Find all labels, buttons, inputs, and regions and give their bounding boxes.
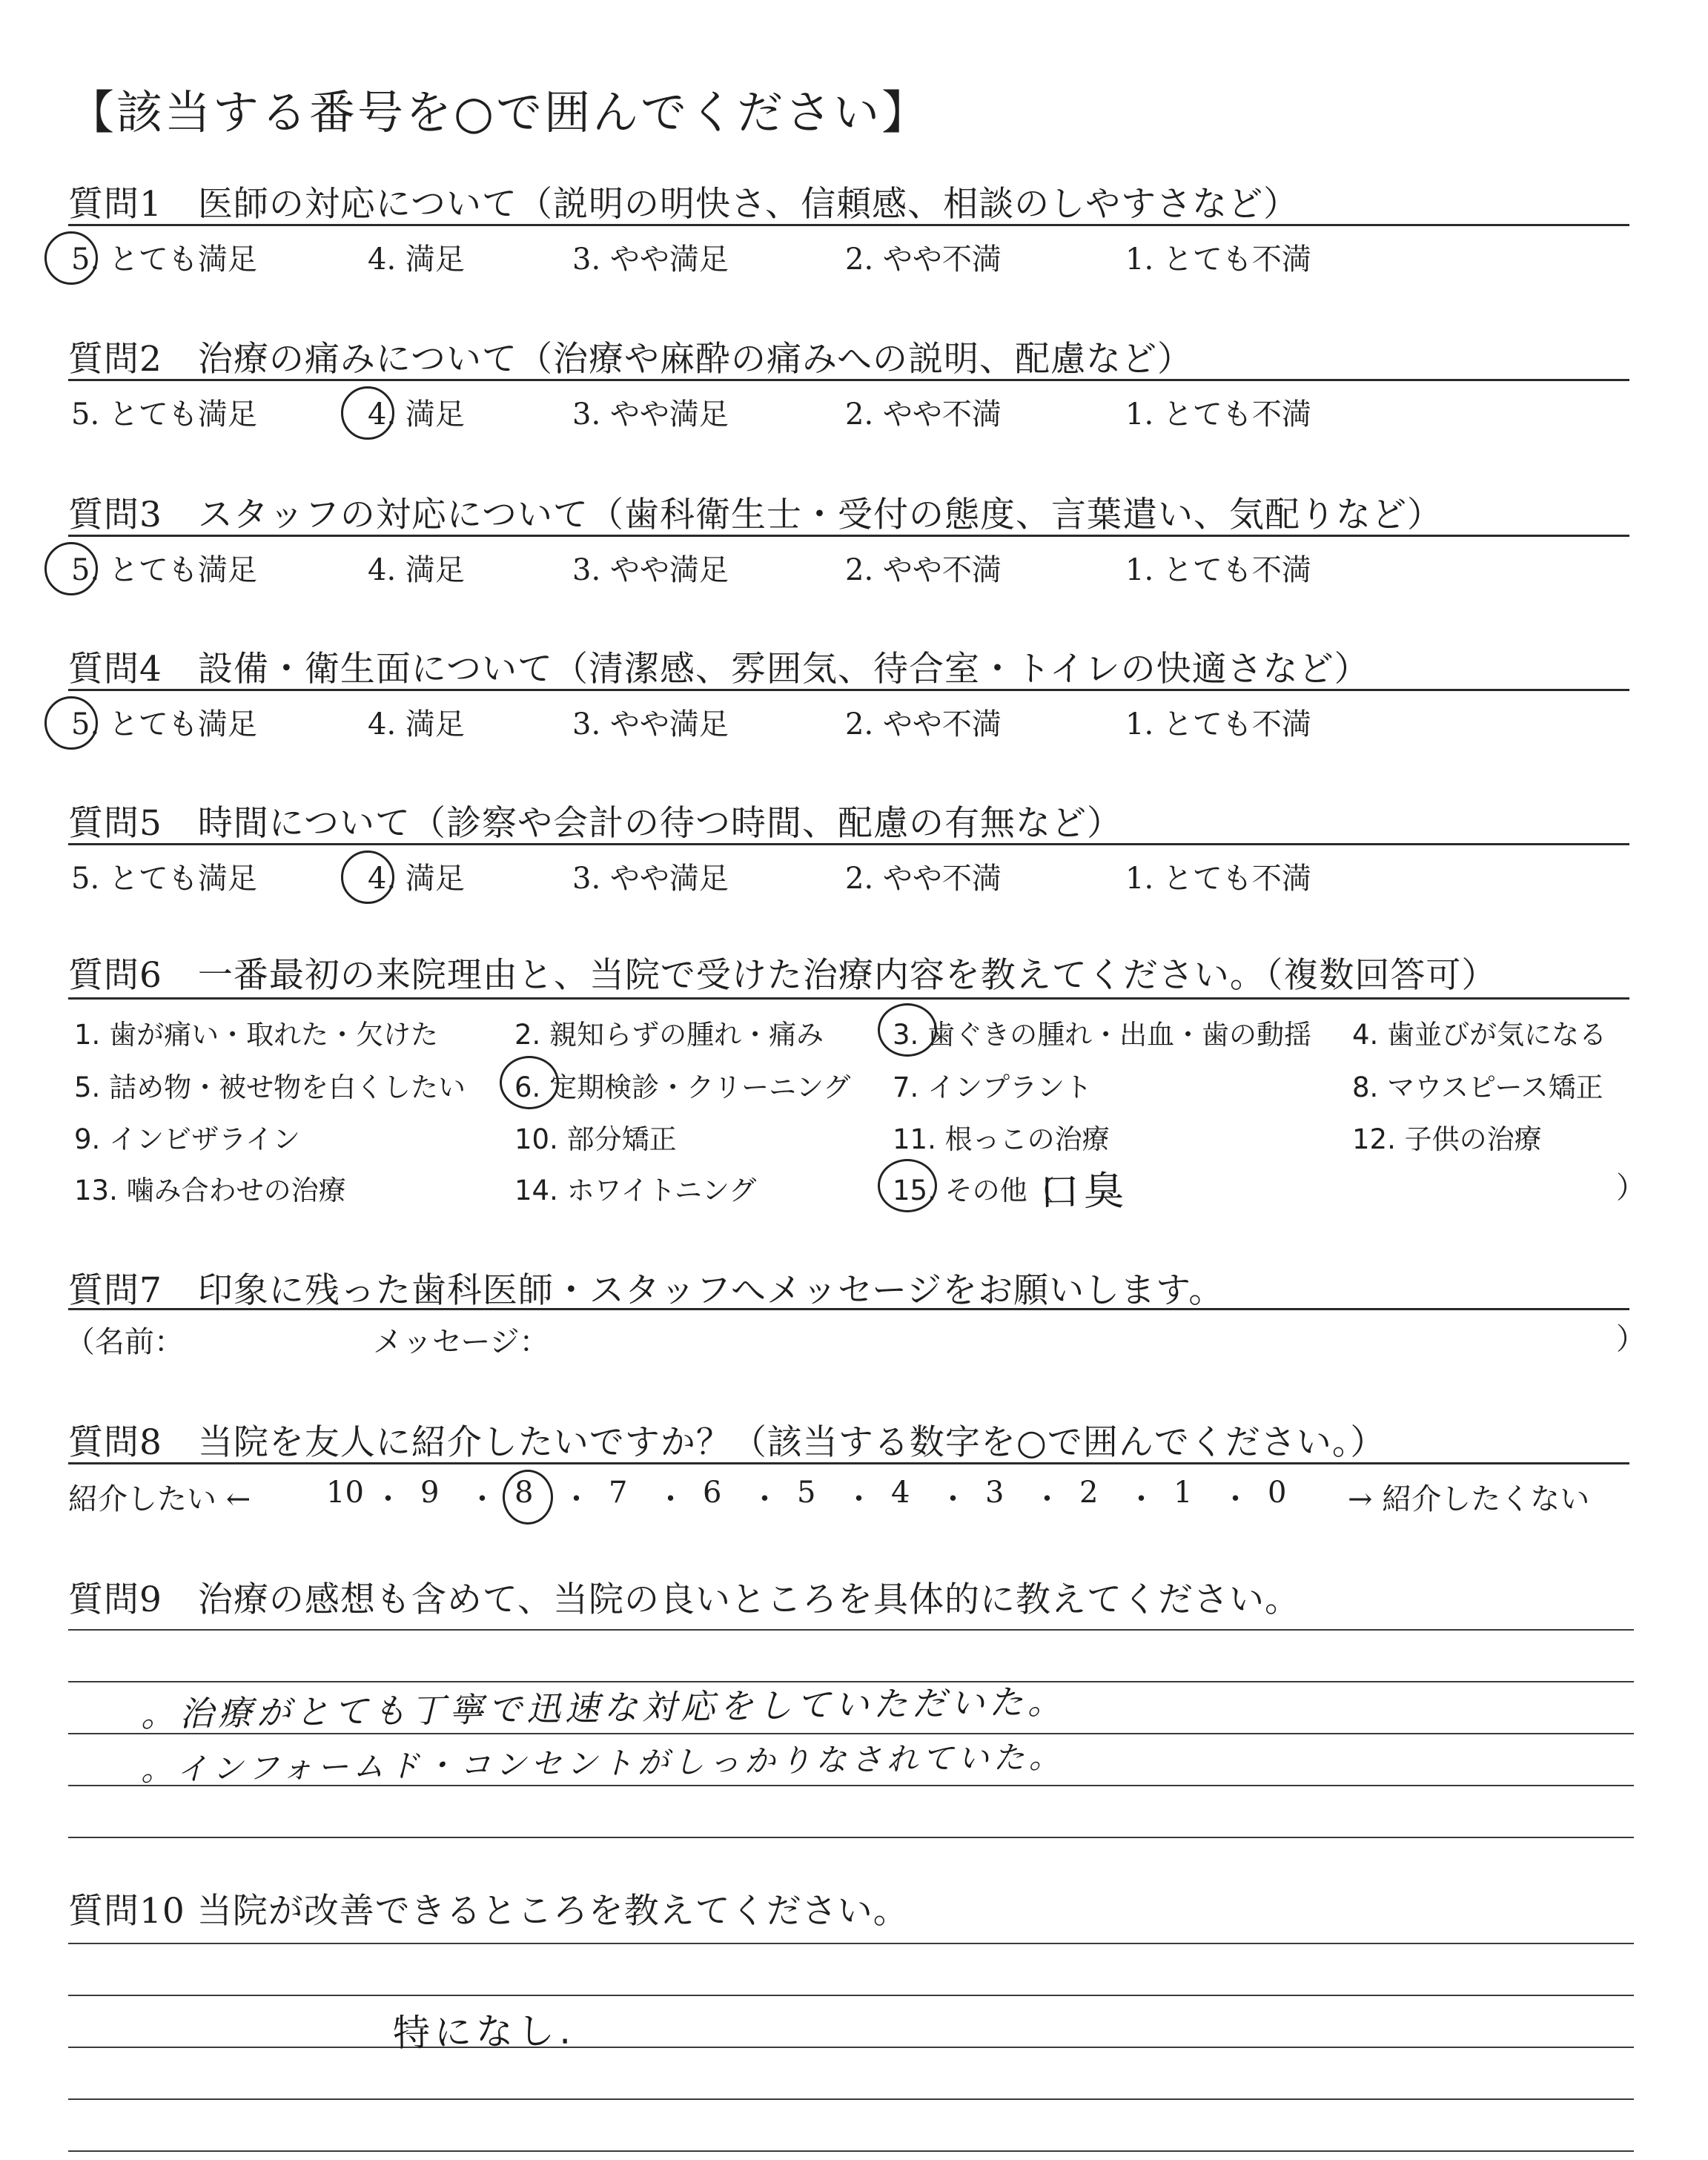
q8-score-3[interactable]: 3 — [985, 1476, 1004, 1510]
q8-left-label: 紹介したい ← — [68, 1482, 251, 1516]
q6-option-12[interactable]: 12. 子供の治療 — [1352, 1123, 1542, 1155]
q4-answer-circle — [44, 696, 98, 750]
q10-line-4 — [68, 2098, 1634, 2100]
q2-option-2[interactable]: 2. やや不満 — [845, 397, 1002, 432]
q4-option-2[interactable]: 2. やや不満 — [845, 707, 1002, 742]
q1-title: 質問1 医師の対応について（説明の明快さ、信頼感、相談のしやすさなど） — [68, 184, 1300, 225]
q1-option-5[interactable]: 5. とても満足 — [71, 242, 257, 277]
q9-answer-2: 。インフォームド・コンセントがしっかりなされていた。 — [140, 1738, 1065, 1788]
q5-option-4[interactable]: 4. 満足 — [368, 862, 465, 896]
q10-line-1 — [68, 1943, 1634, 1944]
q1-option-4[interactable]: 4. 満足 — [368, 242, 465, 277]
q2-rule — [68, 379, 1629, 381]
q8-rule — [68, 1462, 1629, 1464]
q5-option-3[interactable]: 3. やや満足 — [572, 862, 729, 896]
q6-selected-circle — [500, 1056, 559, 1109]
q8-separator: ・ — [373, 1482, 403, 1516]
q5-option-2[interactable]: 2. やや不満 — [845, 862, 1002, 896]
q8-title: 質問8 当院を友人に紹介したいですか？（該当する数字を○で囲んでください。） — [68, 1422, 1386, 1463]
q8-separator: ・ — [655, 1482, 686, 1516]
q8-score-10[interactable]: 10 — [326, 1476, 364, 1510]
q3-title: 質問3 スタッフの対応について（歯科衛生士・受付の態度、言葉遣い、気配りなど） — [68, 495, 1443, 535]
q6-option-1[interactable]: 1. 歯が痛い・取れた・欠けた — [74, 1019, 439, 1051]
q3-option-2[interactable]: 2. やや不満 — [845, 553, 1002, 587]
q2-option-5[interactable]: 5. とても満足 — [71, 397, 257, 432]
q9-line-5 — [68, 1837, 1634, 1838]
q6-option-6[interactable]: 6. 定期検診・クリーニング — [514, 1071, 851, 1103]
q1-answer-circle — [44, 231, 98, 285]
q6-option-9[interactable]: 9. インビザライン — [74, 1123, 300, 1155]
q5-option-1[interactable]: 1. とても不満 — [1125, 862, 1311, 896]
q8-score-0[interactable]: 0 — [1268, 1476, 1287, 1510]
q8-separator: ・ — [467, 1482, 497, 1516]
q1-option-1[interactable]: 1. とても不満 — [1125, 242, 1311, 277]
q7-close-paren: ） — [1616, 1322, 1646, 1356]
q8-score-4[interactable]: 4 — [891, 1476, 910, 1510]
q2-title: 質問2 治療の痛みについて（治療や麻酔の痛みへの説明、配慮など） — [68, 339, 1194, 380]
q3-option-1[interactable]: 1. とても不満 — [1125, 553, 1311, 587]
q4-option-5[interactable]: 5. とても満足 — [71, 707, 257, 742]
q8-score-6[interactable]: 6 — [703, 1476, 722, 1510]
q3-rule — [68, 535, 1629, 537]
q3-option-4[interactable]: 4. 満足 — [368, 553, 465, 587]
q6-close-paren: ） — [1616, 1171, 1646, 1205]
q10-title: 質問10 当院が改善できるところを教えてください。 — [68, 1891, 909, 1932]
q6-option-11[interactable]: 11. 根っこの治療 — [893, 1123, 1110, 1155]
q6-option-15[interactable]: 15. その他（ — [893, 1175, 1055, 1206]
q9-line-1 — [68, 1629, 1634, 1631]
q3-answer-circle — [44, 542, 98, 595]
q1-rule — [68, 224, 1629, 226]
q1-option-2[interactable]: 2. やや不満 — [845, 242, 1002, 277]
q5-title: 質問5 時間について（診察や会計の待つ時間、配慮の有無など） — [68, 803, 1122, 844]
q6-option-3[interactable]: 3. 歯ぐきの腫れ・出血・歯の動揺 — [893, 1019, 1312, 1051]
q5-option-5[interactable]: 5. とても満足 — [71, 862, 257, 896]
page-title: 【該当する番号を○で囲んでください】 — [68, 85, 930, 139]
q8-score-1[interactable]: 1 — [1174, 1476, 1193, 1510]
q2-option-3[interactable]: 3. やや満足 — [572, 397, 729, 432]
q8-separator: ・ — [1220, 1482, 1251, 1516]
q6-option-2[interactable]: 2. 親知らずの腫れ・痛み — [514, 1019, 824, 1051]
q8-separator: ・ — [844, 1482, 874, 1516]
q6-option-7[interactable]: 7. インプラント — [893, 1071, 1093, 1103]
q10-line-2 — [68, 1995, 1634, 1996]
q6-option-8[interactable]: 8. マウスピース矯正 — [1352, 1071, 1603, 1103]
q3-option-3[interactable]: 3. やや満足 — [572, 553, 729, 587]
q6-option-4[interactable]: 4. 歯並びが気になる — [1352, 1019, 1607, 1051]
q7-name-label: （名前： — [65, 1325, 184, 1359]
q4-option-4[interactable]: 4. 満足 — [368, 707, 465, 742]
q4-option-3[interactable]: 3. やや満足 — [572, 707, 729, 742]
q8-score-7[interactable]: 7 — [609, 1476, 628, 1510]
q5-answer-circle — [341, 851, 394, 904]
q7-title: 質問7 印象に残った歯科医師・スタッフへメッセージをお願いします。 — [68, 1270, 1225, 1311]
q2-option-1[interactable]: 1. とても不満 — [1125, 397, 1311, 432]
q7-message-label: メッセージ： — [373, 1325, 549, 1359]
q6-rule — [68, 997, 1629, 1000]
q4-rule — [68, 689, 1629, 691]
q8-separator: ・ — [1126, 1482, 1156, 1516]
q6-option-5[interactable]: 5. 詰め物・被せ物を白くしたい — [74, 1071, 466, 1103]
q6-option-10[interactable]: 10. 部分矯正 — [514, 1123, 677, 1155]
q4-title: 質問4 設備・衛生面について（清潔感、雰囲気、待合室・トイレの快適さなど） — [68, 649, 1370, 690]
q6-selected-circle — [878, 1159, 937, 1212]
q2-option-4[interactable]: 4. 満足 — [368, 397, 465, 432]
q8-separator: ・ — [1032, 1482, 1062, 1516]
q8-score-8[interactable]: 8 — [514, 1476, 534, 1510]
q1-option-3[interactable]: 3. やや満足 — [572, 242, 729, 277]
q7-rule — [68, 1308, 1629, 1310]
q8-score-9[interactable]: 9 — [420, 1476, 440, 1510]
q3-option-5[interactable]: 5. とても満足 — [71, 553, 257, 587]
q10-line-5 — [68, 2150, 1634, 2152]
q10-line-3 — [68, 2047, 1634, 2048]
q9-title: 質問9 治療の感想も含めて、当院の良いところを具体的に教えてください。 — [68, 1579, 1300, 1620]
q8-separator: ・ — [938, 1482, 968, 1516]
q8-right-label: → 紹介したくない — [1348, 1482, 1590, 1516]
q6-other-text: 口臭 — [1039, 1167, 1129, 1215]
q8-score-2[interactable]: 2 — [1079, 1476, 1099, 1510]
q6-option-14[interactable]: 14. ホワイトニング — [514, 1175, 757, 1206]
q4-option-1[interactable]: 1. とても不満 — [1125, 707, 1311, 742]
q6-selected-circle — [878, 1003, 937, 1057]
q10-answer: 特になし. — [392, 2009, 576, 2055]
q8-selected-circle — [503, 1470, 553, 1525]
q5-rule — [68, 843, 1629, 845]
q6-option-13[interactable]: 13. 噛み合わせの治療 — [74, 1175, 346, 1206]
q8-score-5[interactable]: 5 — [797, 1476, 816, 1510]
q6-title: 質問6 一番最初の来院理由と、当院で受けた治療内容を教えてください。（複数回答可） — [68, 955, 1497, 996]
q8-separator: ・ — [561, 1482, 592, 1516]
q8-separator: ・ — [749, 1482, 780, 1516]
q9-answer-1: 。治療がとても丁寧で迅速な対応をしていただいた。 — [140, 1681, 1067, 1734]
q2-answer-circle — [341, 386, 394, 440]
